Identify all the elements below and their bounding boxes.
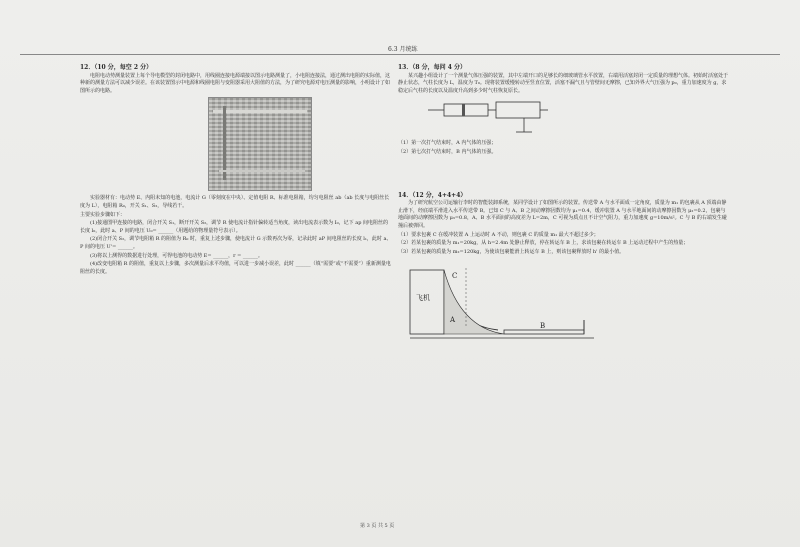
q12-steps-title: 主要实验步骤如下： — [80, 211, 126, 218]
page-footer: 第 3 页 共 5 页 — [360, 523, 395, 529]
q14-sub1: （1）要求包裹 C 在缓冲装置 A 上运动时 A 不动，则包裹 C 的质量 m₁ 最大不超过多少； — [398, 231, 599, 238]
left-column — [80, 64, 392, 277]
q14-title: 14．（12 分，4+4+4） — [398, 191, 467, 199]
q14-sub3: （3）若某包裹的质量为 m₂=120kg，为使该包裹能滑上转运车 B 上，则该包裹释放时 h' 的最小值。 — [398, 248, 625, 255]
right-column — [398, 64, 728, 344]
q12-title: 12．（10 分，每空 2 分） — [80, 64, 153, 71]
q13-title: 13．（8 分，每问 4 分） — [398, 64, 466, 71]
q12-step1: (1)接通图甲连接的电路，闭合开关 S₁，断开开关 S₂，调节 R 使电流计指针偏转适当角度，读出电流表示数为 I₀，记下 ap 间电阻丝的长度 l₀，此时 a、P 间的电压 U₀= ______（用题给的物理量符号表示）。 — [80, 220, 388, 234]
q12-step3: (3)将以上测得的数据进行处理，可得电池的电动势 E= ______，r = ______。 — [90, 252, 263, 259]
page-header: 6.3 月统练 — [388, 46, 418, 53]
q14-figure — [408, 260, 598, 344]
q13-text: 某兴趣小组设计了一个测量气体压强的装置，其中左端开口的足够长的细玻璃管水平放置，右端用活塞封闭一定质量的理想气体。初始时活塞处于静止状态，气柱长度为 L，温度为 T₀。现将装置缓慢转动至竖直位置，活塞不漏气且与管壁间无摩擦，已知外界大气压强为 p₀，重力加速度为 g，求稳定后气柱的长度以及温度升高到多少时气柱恢复原长。 — [398, 72, 729, 94]
photo-wire — [219, 170, 305, 172]
q12-materials: 实验器材有：电动势 E、内阻未知的电池，电流计 G（零刻度在中央）、定值电阻 R、标准电阻箱，均匀电阻丝 ab（ab 长度与电阻丝长度为 L），电阻箱 R₀，开关 S₁、S₂，导线若干。 — [80, 195, 390, 209]
header-divider — [20, 54, 780, 55]
q14-ramp-diagram — [408, 260, 598, 344]
q13-sub1: （1）第一次打气结束时，A 内气体的压强； — [398, 140, 497, 147]
q13-tube-diagram — [424, 98, 554, 138]
photo-post — [223, 106, 226, 180]
q13-figure — [424, 98, 554, 138]
q12-step4: (4)改变电阻箱 R 的阻值，重复以上步骤，多次测量后求平均值，可以进一步减小误差，此时 ______（填“需要”或“不需要”）重新测量电阻丝的长度。 — [80, 261, 391, 275]
fig-label-c: C — [452, 272, 458, 281]
photo-rail — [213, 110, 307, 113]
q14-sub2: （2）若某包裹的质量为 m₁=20kg，从 h=2.4m 处静止释放，停在转运车 B 上，求该包裹在转运车 B 上运动过程中产生的热量； — [398, 240, 689, 247]
q14-text: 为了研究航空公司运输行李时的智能装卸系统，某同学设计了如图所示的装置。传送带 A 与水平面成一定角度，质量为 m₁ 的包裹从 A 顶端由静止滑下，经底端平滑进入水平传送带 B。已知 C 与 A、B 之间动摩擦因数均为 μ₁=0.4，缓冲装置 A 与水平地面间的动摩擦因数为 μ₂=0.2，包裹与地面间的动摩擦因数为 μ₃=0.8，A、B 水平面间的高度差为 L=2m，C 可视为质点且不计空气阻力，重力加速度 g=10m/s²。C 与 B 的右端发生碰撞后被弹回。 — [398, 200, 727, 229]
fig-label-plane: 飞机 — [416, 294, 430, 303]
fig-label-a: A — [450, 316, 456, 325]
q12-step2: (2)闭合开关 S₂，调节电阻箱 R 的阻值为 R₀ 时，重复上述步骤，使电流计 G 示数再次为零，记录此时 aP 间电阻丝的长度 l₁，此时 a、P 间的电压 U'= ______。 — [80, 236, 392, 250]
fig-label-b: B — [540, 322, 546, 331]
q12-intro: 电阻电动势测量装置上每个导电模型的封闭电路中，用线圈连接电源端接以图示电路测量了，小电阻连接法，通过测出电阻的实际值，这种新的测量方法可以减少误差。在该装置图示中电源和线圈电阻与变阻器采用大阻值的方法，为了研究电源对电压测量的影响，小明设计了如图所示的电路。 — [80, 72, 391, 94]
q12-circuit-photo — [208, 97, 312, 191]
spacer — [398, 158, 728, 192]
q13-sub2: （2）第七次打气结束时，B 内气体的压强。 — [398, 148, 497, 155]
